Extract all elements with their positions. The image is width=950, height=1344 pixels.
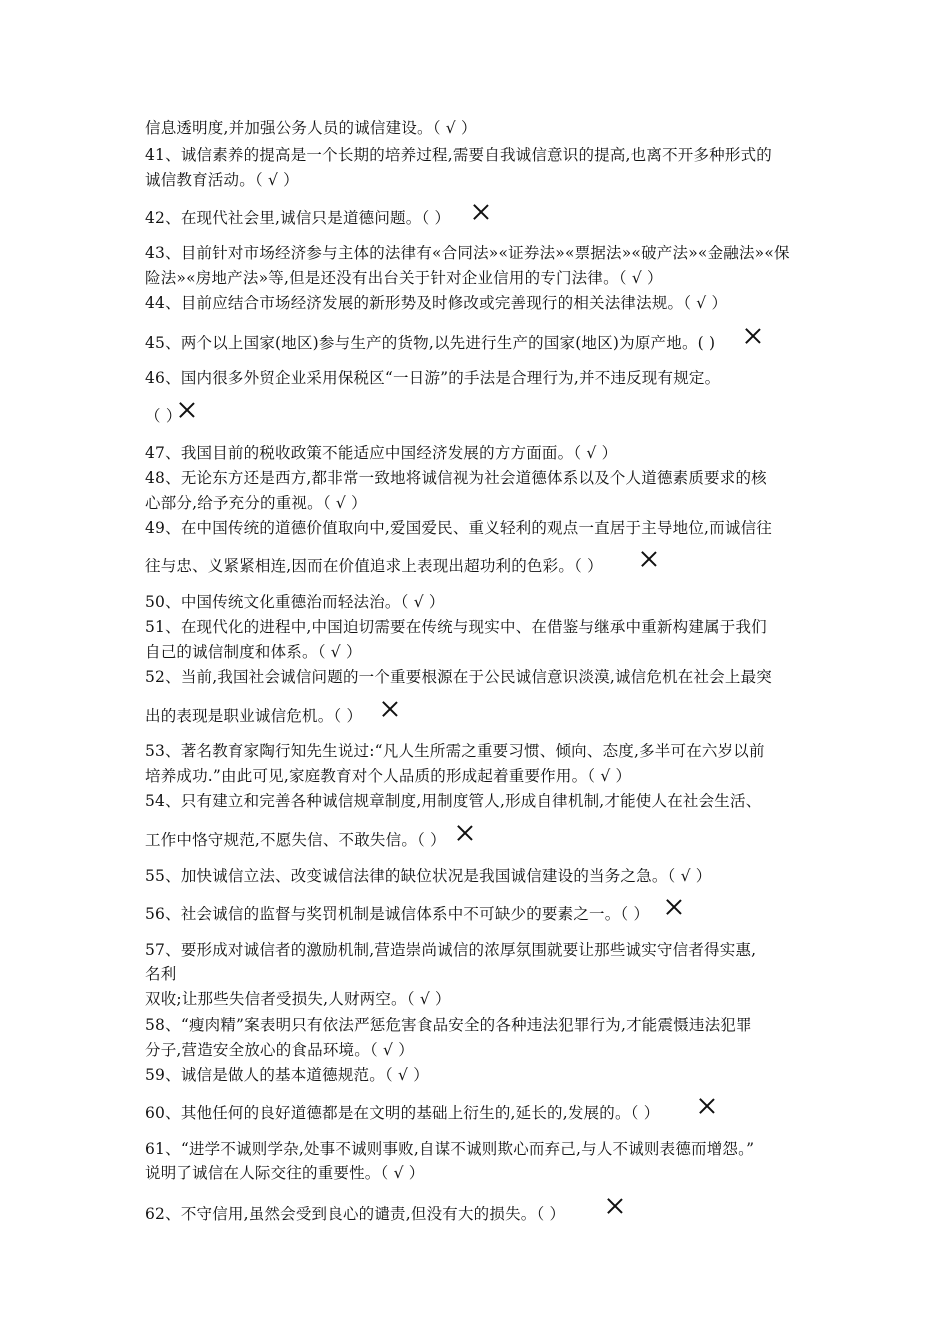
line-57c: 双收;让那些失信者受损失,人财两空。（ √ ） xyxy=(145,990,451,1008)
line-48a: 48、无论东方还是西方,都非常一致地将诚信视为社会道德体系以及个人道德素质要求的核 xyxy=(145,469,767,487)
line-59: 59、诚信是做人的基本道德规范。（ √ ） xyxy=(145,1066,429,1084)
line-49a: 49、在中国传统的道德价值取向中,爱国爱民、重义轻利的观点一直居于主导地位,而诚信往 xyxy=(145,519,772,537)
line-43a: 43、目前针对市场经济参与主体的法律有«合同法»«证券法»«票据法»«破产法»«金融法»«保 xyxy=(145,244,790,262)
line-52b: 出的表现是职业诚信危机。（ ） xyxy=(145,707,363,725)
cross-mark-icon xyxy=(744,327,762,345)
line-41a: 41、诚信素养的提高是一个长期的培养过程,需要自我诚信意识的提高,也离不开多种形式的 xyxy=(145,146,772,164)
line-46a: 46、国内很多外贸企业采用保税区“一日游”的手法是合理行为,并不违反现有规定。 xyxy=(145,369,721,387)
line-52a: 52、当前,我国社会诚信问题的一个重要根源在于公民诚信意识淡漠,诚信危机在社会上最突 xyxy=(145,668,772,686)
cross-mark-icon xyxy=(640,550,658,568)
line-53a: 53、著名教育家陶行知先生说过:“凡人生所需之重要习惯、倾向、态度,多半可在六岁以前 xyxy=(145,742,765,760)
line-50: 50、中国传统文化重德治而轻法治。（ √ ） xyxy=(145,593,445,611)
line-51a: 51、在现代化的进程中,中国迫切需要在传统与现实中、在借鉴与继承中重新构建属于我们 xyxy=(145,618,767,636)
line-41b: 诚信教育活动。（ √ ） xyxy=(145,171,299,189)
cross-mark-icon xyxy=(665,898,683,916)
line-43b: 险法»«房地产法»等,但是还没有出台关于针对企业信用的专门法律。（ √ ） xyxy=(145,269,663,287)
line-44: 44、目前应结合市场经济发展的新形势及时修改或完善现行的相关法律法规。（ √ ） xyxy=(145,294,728,312)
cross-mark-icon xyxy=(178,401,196,419)
line-54b: 工作中恪守规范,不愿失信、不敢失信。（ ） xyxy=(145,831,446,849)
line-60: 60、其他任何的良好道德都是在文明的基础上衍生的,延长的,发展的。（ ） xyxy=(145,1104,660,1122)
line-51b: 自己的诚信制度和体系。（ √ ） xyxy=(145,643,362,661)
line-45: 45、两个以上国家(地区)参与生产的货物,以先进行生产的国家(地区)为原产地。( ) xyxy=(145,334,716,352)
line-61b: 说明了诚信在人际交往的重要性。（ √ ） xyxy=(145,1164,425,1182)
cross-mark-icon xyxy=(606,1197,624,1215)
line-49b: 往与忠、义紧紧相连,因而在价值追求上表现出超功利的色彩。（ ） xyxy=(145,557,603,575)
line-48b: 心部分,给予充分的重视。（ √ ） xyxy=(145,494,367,512)
line-58a: 58、“瘦肉精”案表明只有依法严惩危害食品安全的各种违法犯罪行为,才能震慑违法犯罪 xyxy=(145,1016,752,1034)
line-61a: 61、“进学不诚则学杂,处事不诚则事败,自谋不诚则欺心而弃己,与人不诚则表德而增怨。” xyxy=(145,1140,755,1158)
line-42: 42、在现代社会里,诚信只是道德问题。（ ） xyxy=(145,209,451,227)
cross-mark-icon xyxy=(472,203,490,221)
line-62: 62、不守信用,虽然会受到良心的谴责,但没有大的损失。（ ） xyxy=(145,1205,566,1223)
line-55: 55、加快诚信立法、改变诚信法律的缺位状况是我国诚信建设的当务之急。（ √ ） xyxy=(145,867,712,885)
line-47: 47、我国目前的税收政策不能适应中国经济发展的方方面面。（ √ ） xyxy=(145,444,618,462)
line-53b: 培养成功.”由此可见,家庭教育对个人品质的形成起着重要作用。（ √ ） xyxy=(145,767,632,785)
line-57a: 57、要形成对诚信者的激励机制,营造崇尚诚信的浓厚氛围就要让那些诚实守信者得实惠, xyxy=(145,941,757,959)
line-57b: 名利 xyxy=(145,965,177,983)
cross-mark-icon xyxy=(456,824,474,842)
line-54a: 54、只有建立和完善各种诚信规章制度,用制度管人,形成自律机制,才能使人在社会生活、 xyxy=(145,792,762,810)
cross-mark-icon xyxy=(381,700,399,718)
line-56: 56、社会诚信的监督与奖罚机制是诚信体系中不可缺少的要素之一。（ ） xyxy=(145,905,650,923)
line-40-tail: 信息透明度,并加强公务人员的诚信建设。（ √ ） xyxy=(145,119,477,137)
line-58b: 分子,营造安全放心的食品环境。（ √ ） xyxy=(145,1041,414,1059)
cross-mark-icon xyxy=(698,1097,716,1115)
line-46b: （ ） xyxy=(145,407,182,425)
